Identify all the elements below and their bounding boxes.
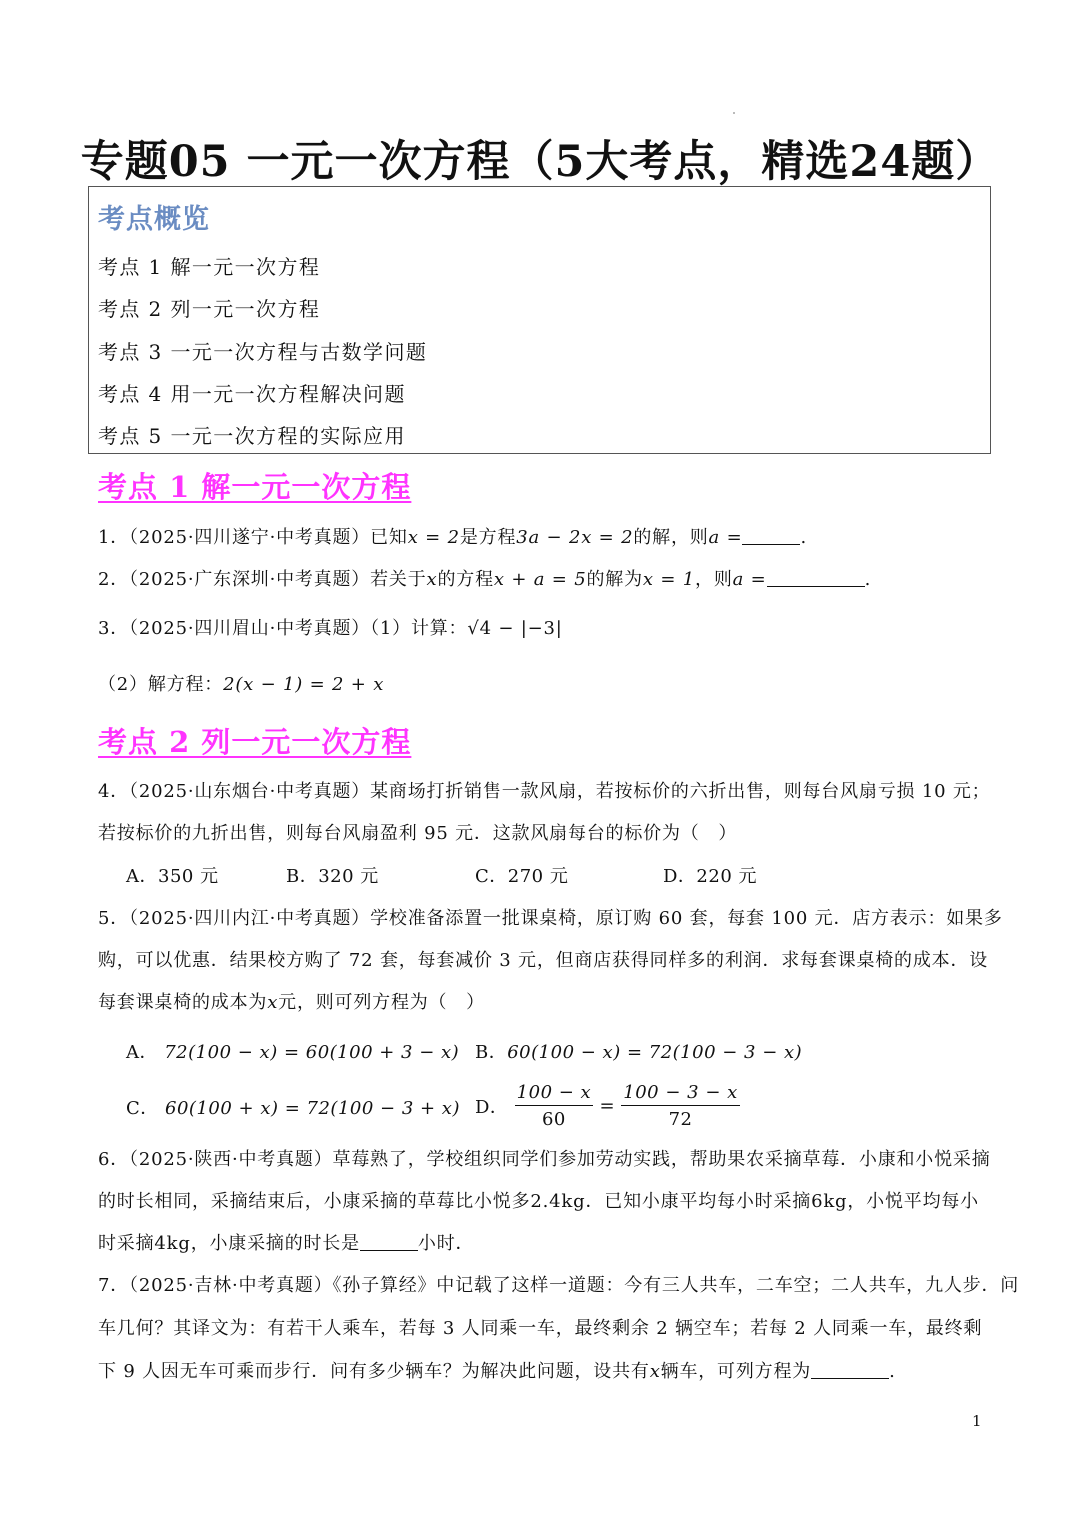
question-6-line-1: 6．（2025·陕西·中考真题）草莓熟了，学校组织同学们参加劳动实践，帮助果农采摘草莓．小康和小悦采摘 — [98, 1149, 991, 1170]
overview-item: 考点 4 用一元一次方程解决问题 — [98, 382, 406, 406]
option-c: C．270 元 — [475, 866, 569, 887]
overview-item: 考点 5 一元一次方程的实际应用 — [98, 424, 406, 448]
option-d: D．220 元 — [663, 866, 758, 887]
speck — [733, 112, 735, 114]
option-c: C． 60(100 + x) = 72(100 − 3 + x) — [126, 1098, 460, 1119]
option-a: A．350 元 — [126, 866, 219, 887]
overview-item: 考点 1 解一元一次方程 — [98, 255, 321, 279]
fraction-right: $\frac{100 - 3 - x}{72}$ — [623, 1082, 738, 1130]
answer-blank — [811, 1360, 889, 1379]
question-4-line-2: 若按标价的九折出售，则每台风扇盈利 95 元．这款风扇每台的标价为（ ） — [98, 823, 738, 844]
overview-heading: 考点概览 — [98, 204, 210, 235]
question-6-line-2: 的时长相同，采摘结束后，小康采摘的草莓比小悦多2.4kg．已知小康平均每小时采摘6kg，小悦平均每小 — [98, 1191, 979, 1212]
option-b: B．60(100 − x) = 72(100 − 3 − x) — [475, 1042, 803, 1063]
answer-blank — [767, 568, 865, 587]
question-1: 1．（2025·四川遂宁·中考真题）已知x = 2是方程3a − 2x = 2的解，则a = . — [98, 527, 808, 548]
section-heading-1: 考点 1 解一元一次方程 — [98, 470, 412, 504]
question-3-part-2: （2）解方程：2(x − 1) = 2 + x — [98, 674, 385, 695]
question-7-line-2: 车几何？其译文为：有若干人乘车，若每 3 人同乘一车，最终剩余 2 辆空车；若每 2 人同乘一车，最终剩 — [98, 1318, 983, 1339]
section-heading-2: 考点 2 列一元一次方程 — [98, 725, 412, 759]
question-2: 2．（2025·广东深圳·中考真题）若关于x的方程x + a = 5的解为x = 1，则a = . — [98, 569, 872, 590]
question-5-line-1: 5．（2025·四川内江·中考真题）学校准备添置一批课桌椅，原订购 60 套，每套 100 元．店方表示：如果多 — [98, 908, 1003, 929]
page-title: 专题05 一元一次方程（5大考点，精选24题） — [80, 137, 1000, 187]
question-6-line-3: 时采摘4kg，小康采摘的时长是 小时． — [98, 1233, 475, 1254]
answer-blank — [742, 526, 800, 545]
overview-item: 考点 3 一元一次方程与古数学问题 — [98, 340, 428, 364]
overview-item: 考点 2 列一元一次方程 — [98, 297, 321, 321]
overview-box — [88, 186, 991, 454]
question-4-line-1: 4．（2025·山东烟台·中考真题）某商场打折销售一款风扇，若按标价的六折出售，则每台风扇亏损 10 元； — [98, 781, 991, 802]
question-5-line-3: 每套课桌椅的成本为x元，则可列方程为（ ） — [98, 992, 485, 1013]
question-7-line-3: 下 9 人因无车可乘而步行．问有多少辆车？为解决此问题，设共有x辆车，可列方程为 . — [98, 1361, 896, 1382]
fraction-left: $\frac{100 - x}{60}$ — [516, 1082, 592, 1130]
option-b: B．320 元 — [286, 866, 379, 887]
question-3: 3．（2025·四川眉山·中考真题）（1）计算：√4 − |−3| — [98, 618, 563, 639]
option-d: D． $\frac{100 - x}{60}$ = $\frac{100 - 3 - x}{72}$ — [475, 1082, 738, 1130]
question-7-line-1: 7．（2025·吉林·中考真题）《孙子算经》中记载了这样一道题：今有三人共车，二车空；二人共车，九人步．问 — [98, 1275, 1020, 1296]
question-5-line-2: 购，可以优惠．结果校方购了 72 套，每套减价 3 元，但商店获得同样多的利润．求每套课桌椅的成本．设 — [98, 950, 989, 971]
page-number: 1 — [972, 1412, 982, 1430]
option-a: A． 72(100 − x) = 60(100 + 3 − x) — [126, 1042, 460, 1063]
answer-blank — [360, 1232, 418, 1251]
